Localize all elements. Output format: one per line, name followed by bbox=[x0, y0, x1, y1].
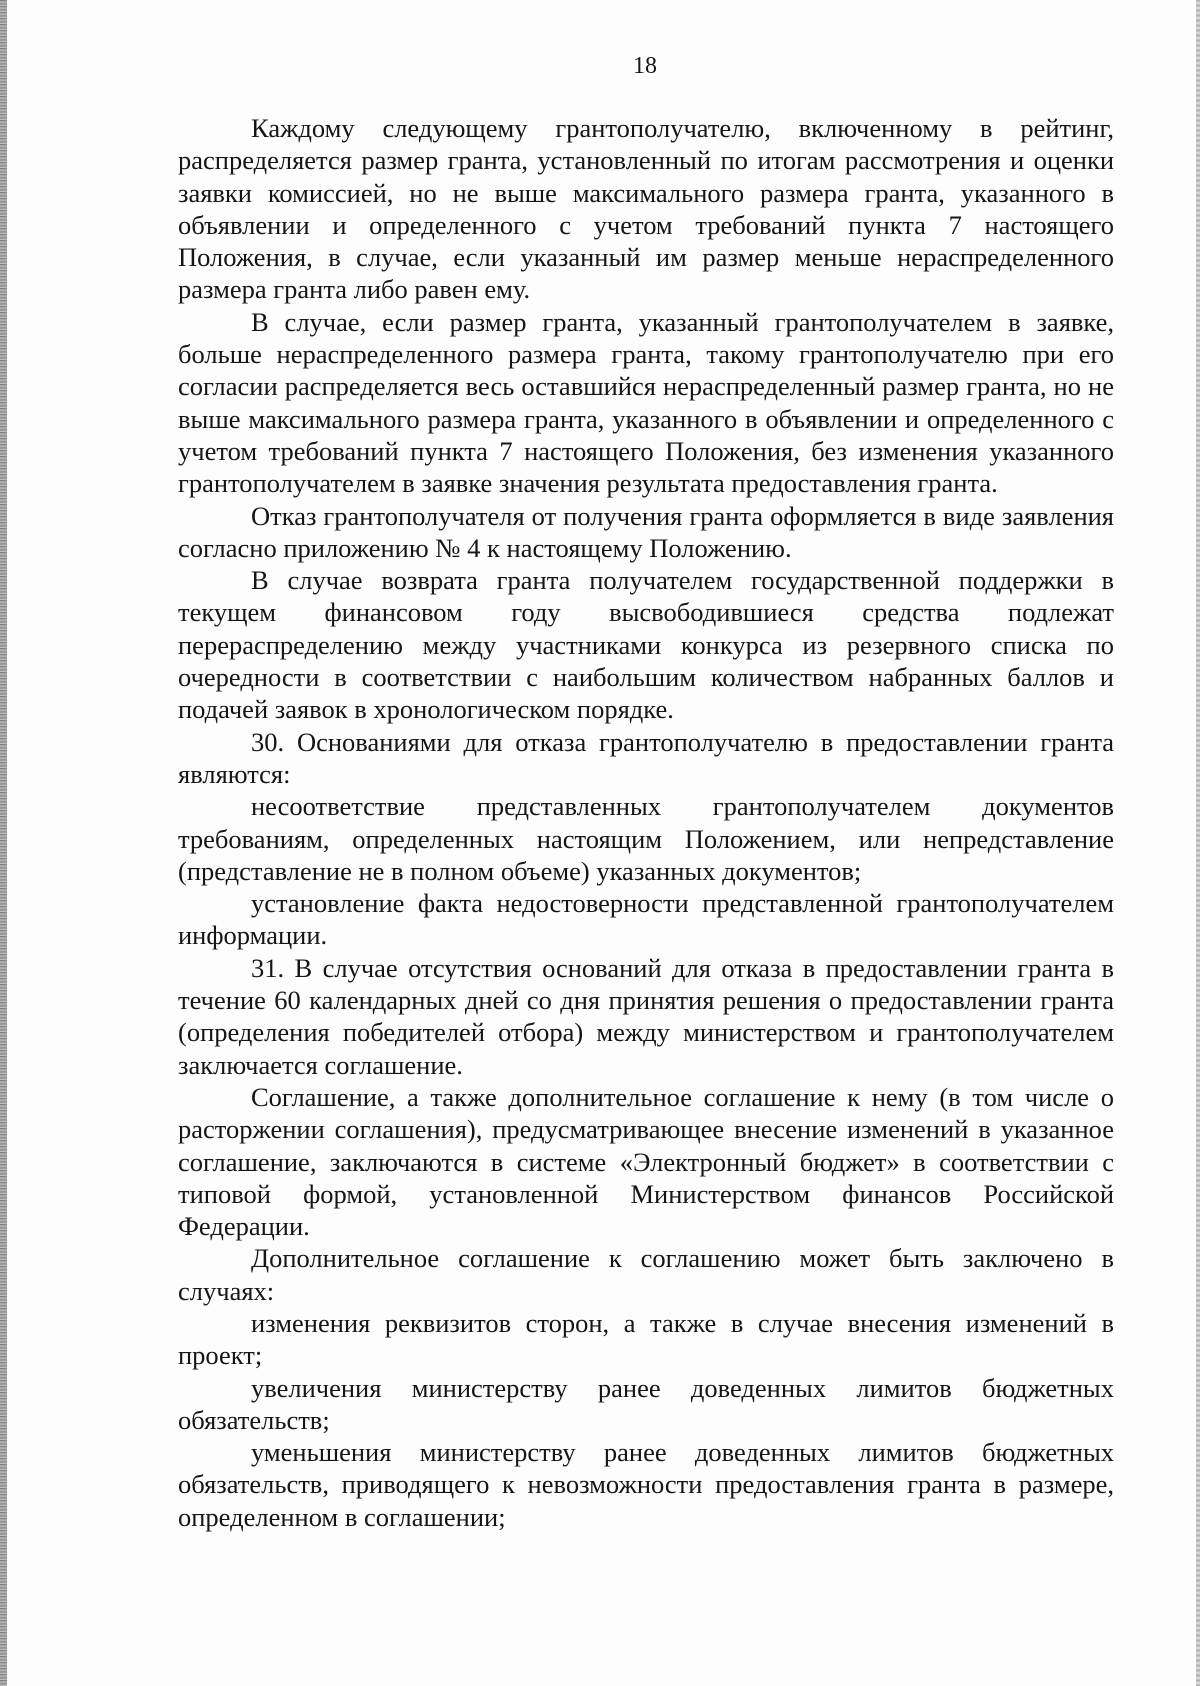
paragraph: Отказ грантополучателя от получения гранта оформляется в виде заявления согласно приложению № 4 к настоящему Положению. bbox=[178, 500, 1114, 563]
paragraph: 30. Основаниями для отказа грантополучателю в предоставлении гранта являются: bbox=[178, 726, 1114, 789]
paragraph: увеличения министерству ранее доведенных лимитов бюджетных обязательств; bbox=[178, 1372, 1114, 1435]
document-body bbox=[178, 112, 1114, 1533]
paragraph: уменьшения министерству ранее доведенных лимитов бюджетных обязательств, приводящего к невозможности предоставления гранта в размере, определенном в соглашении; bbox=[178, 1437, 1114, 1532]
paragraph: Соглашение, а также дополнительное соглашение к нему (в том числе о расторжении соглашения), предусматривающее внесение изменений в указанное соглашение, заключаются в системе «Электронный бюджет» в соответствии с типовой формой, установленной Министерством финансов Российской Федерации. bbox=[178, 1081, 1114, 1242]
paragraph: В случае, если размер гранта, указанный грантополучателем в заявке, больше нераспределенного размера гранта, такому грантополучателю при его согласии распределяется весь оставшийся нераспределенный размер гранта, но не выше максимального размера гранта, указанного в объявлении и определенного с учетом требований пункта 7 настоящего Положения, без изменения указанного грантополучателем в заявке значения результата предоставления гранта. bbox=[178, 306, 1114, 499]
page-number: 18 bbox=[633, 53, 657, 79]
scan-edge-right bbox=[1196, 0, 1200, 1686]
paragraph: Каждому следующему грантополучателю, включенному в рейтинг, распределяется размер гранта, установленный по итогам рассмотрения и оценки заявки комиссией, но не выше максимального размера гранта, указанного в объявлении и определенного с учетом требований пункта 7 настоящего Положения, в случае, если указанный им размер меньше нераспределенного размера гранта либо равен ему. bbox=[178, 113, 1114, 305]
paragraph: изменения реквизитов сторон, а также в случае внесения изменений в проект; bbox=[178, 1307, 1114, 1371]
paragraph: несоответствие представленных грантополучателем документов требованиям, определенных настоящим Положением, или непредставление (представление не в полном объеме) указанных документов; bbox=[178, 791, 1114, 886]
paragraph: установление факта недостоверности представленной грантополучателем информации. bbox=[178, 888, 1114, 951]
paragraph: В случае возврата гранта получателем государственной поддержки в текущем финансовом году высвободившиеся средства подлежат перераспределению между участниками конкурса из резервного списка по очередности в соответствии с наибольшим количеством набранных баллов и подачей заявок в хронологическом порядке. bbox=[178, 565, 1114, 725]
paragraph: Дополнительное соглашение к соглашению может быть заключено в случаях: bbox=[178, 1243, 1114, 1306]
paragraph: 31. В случае отсутствия оснований для отказа в предоставлении гранта в течение 60 календарных дней со дня принятия решения о предоставлении гранта (определения победителей отбора) между министерством и грантополучателем заключается соглашение. bbox=[178, 952, 1114, 1080]
scan-edge-left bbox=[0, 0, 7, 1686]
